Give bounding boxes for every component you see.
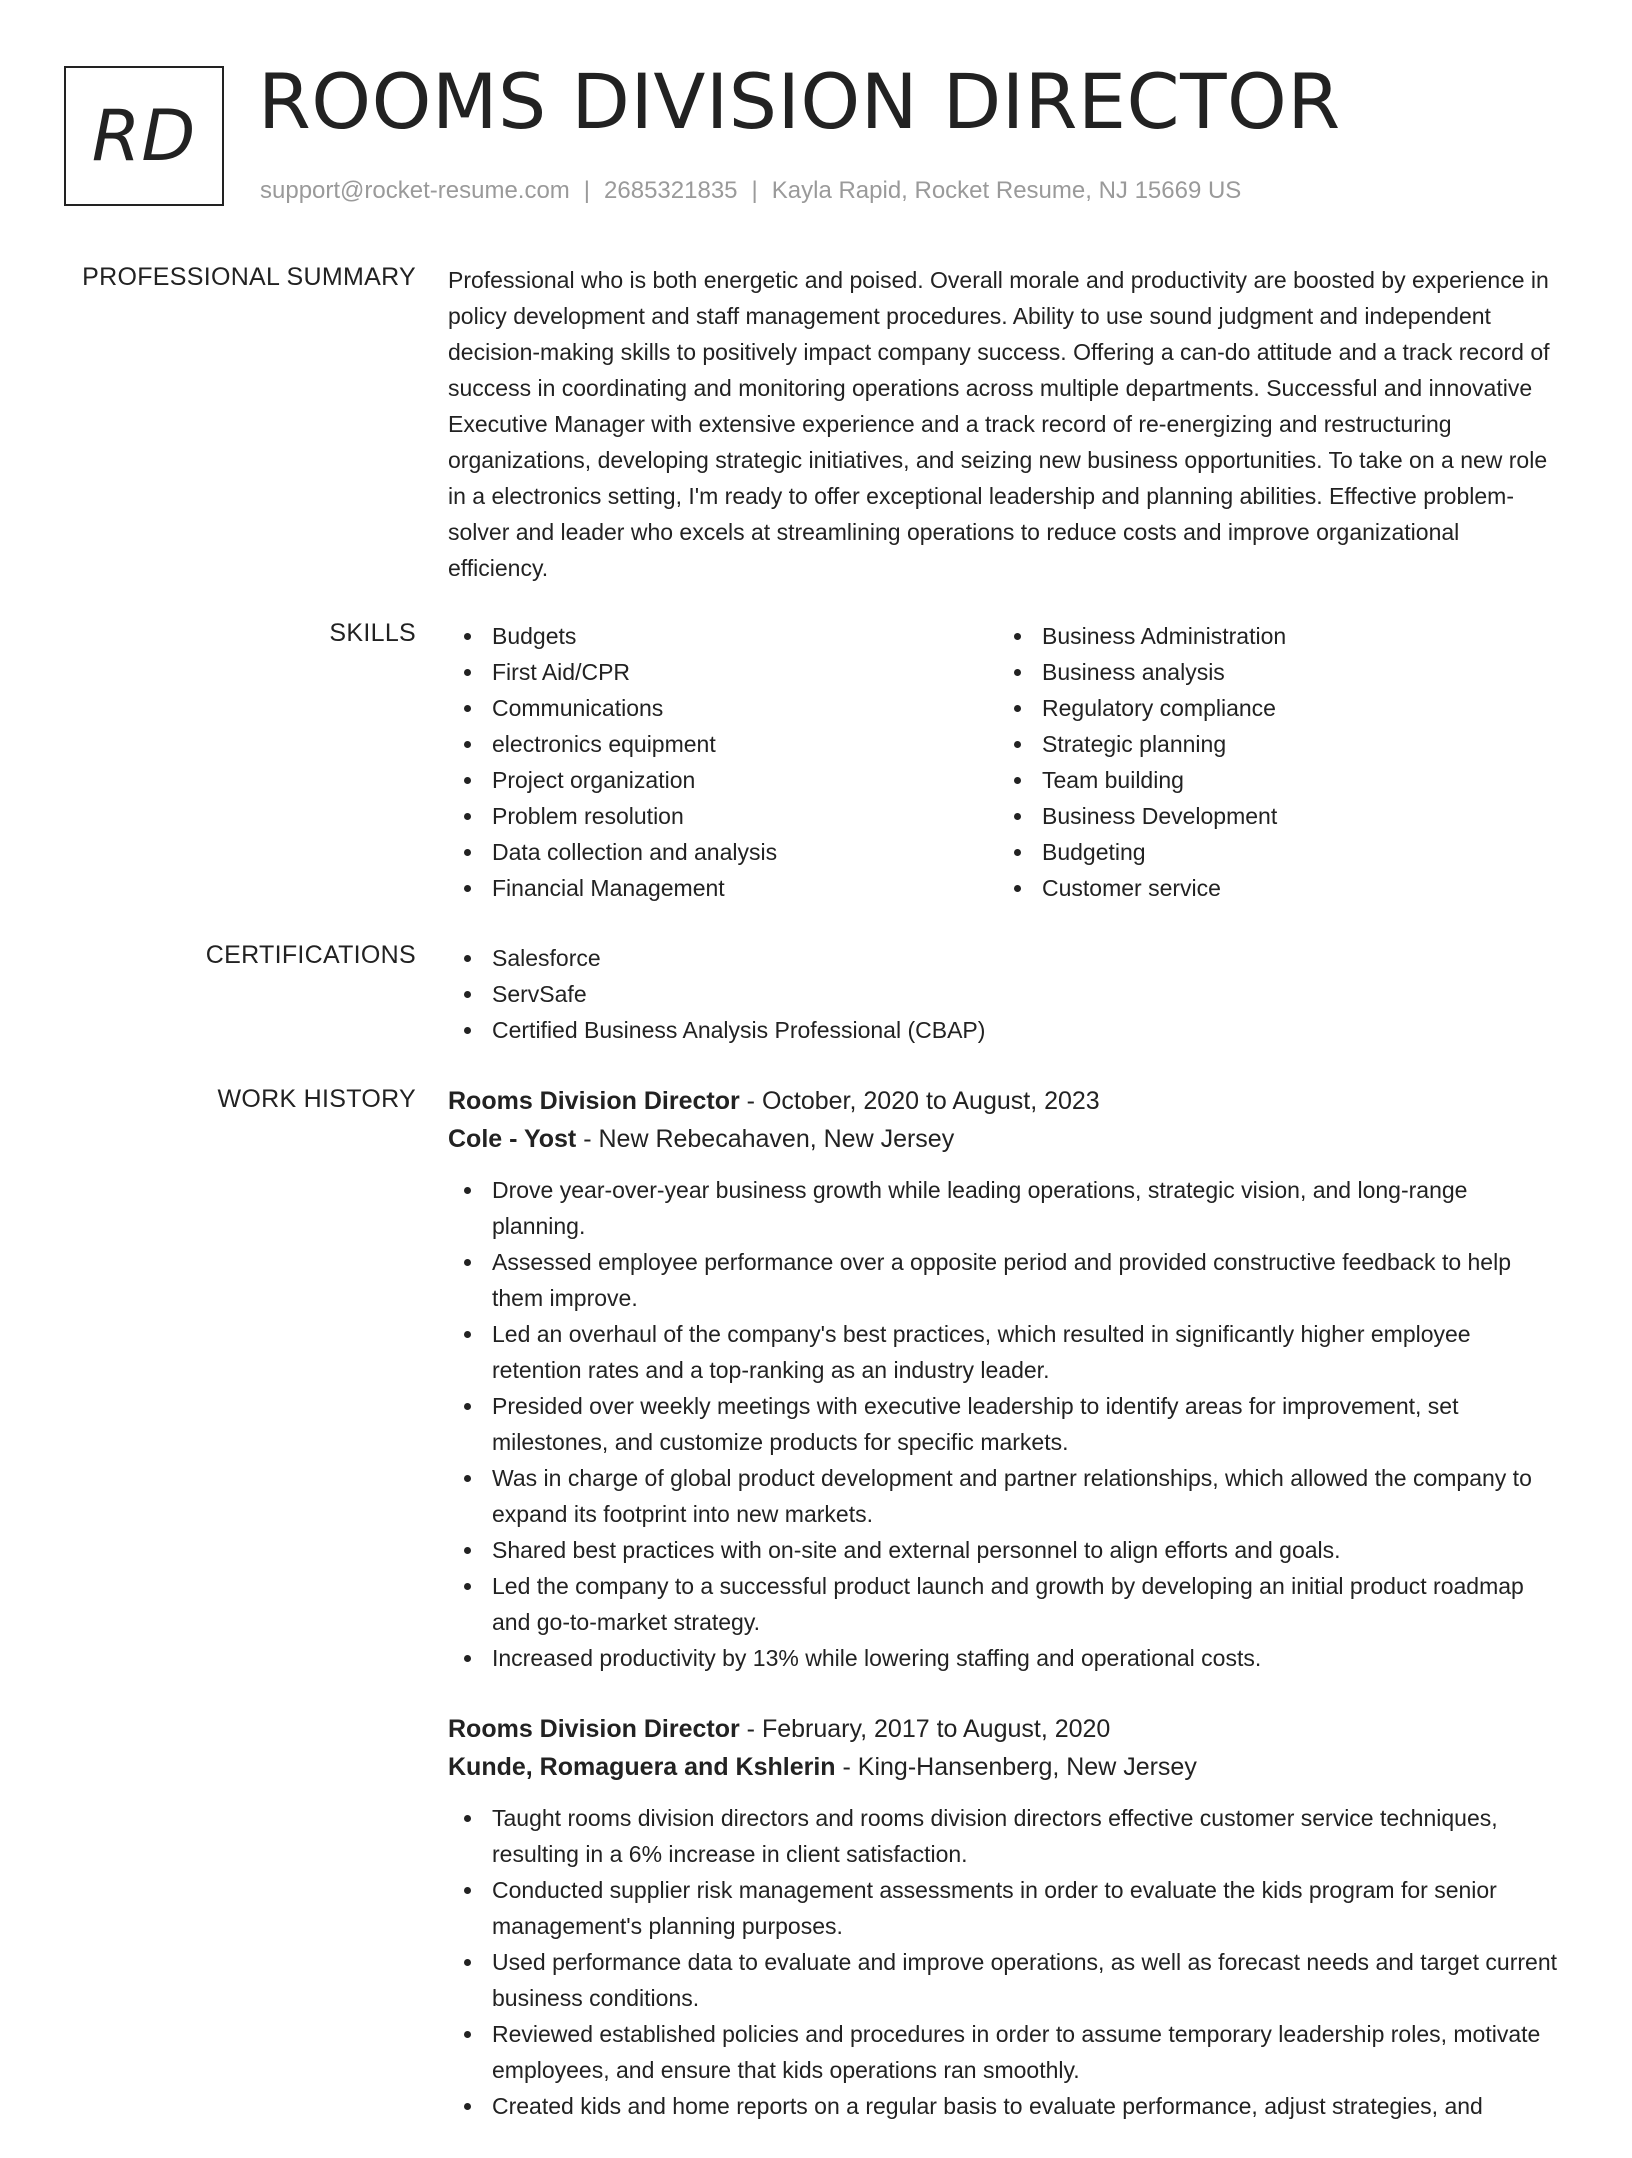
skill-item: Customer service bbox=[998, 870, 1548, 906]
skills-list-right bbox=[998, 618, 1548, 906]
skill-item: Project organization bbox=[448, 762, 998, 798]
job-entry bbox=[448, 1082, 1558, 1676]
job-bullet: Increased productivity by 13% while lowering staffing and operational costs. bbox=[448, 1640, 1558, 1676]
skill-item: Problem resolution bbox=[448, 798, 998, 834]
skill-item: Business analysis bbox=[998, 654, 1548, 690]
summary-body bbox=[448, 262, 1558, 586]
monogram-initials: RD bbox=[64, 66, 224, 206]
job-bullets bbox=[448, 1800, 1558, 2124]
skill-item: Strategic planning bbox=[998, 726, 1548, 762]
skill-item: Financial Management bbox=[448, 870, 998, 906]
job-dates: - October, 2020 to August, 2023 bbox=[739, 1087, 1100, 1115]
page-title: ROOMS DIVISION DIRECTOR bbox=[258, 57, 1341, 146]
certification-item: Salesforce bbox=[448, 940, 1558, 976]
contact-separator: | bbox=[751, 177, 758, 204]
skills-list-left bbox=[448, 618, 998, 906]
job-entry bbox=[448, 1710, 1558, 2124]
skill-item: Budgeting bbox=[998, 834, 1548, 870]
job-company: Kunde, Romaguera and Kshlerin bbox=[448, 1753, 836, 1781]
skills-columns bbox=[448, 618, 1558, 906]
certification-item: ServSafe bbox=[448, 976, 1558, 1012]
skill-item: electronics equipment bbox=[448, 726, 998, 762]
contact-email[interactable]: support@rocket-resume.com bbox=[260, 177, 570, 204]
job-bullet: Presided over weekly meetings with executive leadership to identify areas for improvement, set milestones, and customize products for specific markets. bbox=[448, 1388, 1558, 1460]
skill-item: Business Administration bbox=[998, 618, 1548, 654]
certifications-body bbox=[448, 940, 1558, 1048]
certifications-heading: CERTIFICATIONS bbox=[205, 941, 416, 969]
job-title-line bbox=[448, 1710, 1558, 1748]
job-title: Rooms Division Director bbox=[448, 1715, 740, 1743]
summary-text: Professional who is both energetic and poised. Overall morale and productivity are boosted by experience in policy development and staff management procedures. Ability to use sound judgment and independent decision-making skills to positively impact company success. Offering a can-do attitude and a track record of success in coordinating and monitoring operations across multiple departments. Successful and innovative Executive Manager with extensive experience and a track record of re-energizing and restructuring organizations, developing strategic initiatives, and seizing new business opportunities. To take on a new role in a electronics setting, I'm ready to offer exceptional leadership and planning abilities. Effective problem-solver and leader who excels at streamlining operations to reduce costs and improve organizational efficiency. bbox=[448, 267, 1550, 581]
contact-address: Kayla Rapid, Rocket Resume, NJ 15669 US bbox=[771, 177, 1242, 204]
job-dates: - February, 2017 to August, 2020 bbox=[739, 1715, 1111, 1743]
job-bullet: Led an overhaul of the company's best practices, which resulted in significantly higher employee retention rates and a top-ranking as an industry leader. bbox=[448, 1316, 1558, 1388]
job-location: - New Rebecahaven, New Jersey bbox=[576, 1125, 955, 1153]
job-bullet: Shared best practices with on-site and external personnel to align efforts and goals. bbox=[448, 1532, 1558, 1568]
skill-item: Communications bbox=[448, 690, 998, 726]
summary-heading: PROFESSIONAL SUMMARY bbox=[82, 263, 416, 291]
skill-item: Team building bbox=[998, 762, 1548, 798]
certification-item: Certified Business Analysis Professional (CBAP) bbox=[448, 1012, 1558, 1048]
work-history-body bbox=[448, 1082, 1558, 2158]
skill-item: Data collection and analysis bbox=[448, 834, 998, 870]
job-title: Rooms Division Director bbox=[448, 1087, 740, 1115]
contact-separator: | bbox=[583, 177, 591, 204]
job-bullet: Created kids and home reports on a regular basis to evaluate performance, adjust strategies, and bbox=[448, 2088, 1558, 2124]
job-bullet: Reviewed established policies and procedures in order to assume temporary leadership roles, motivate employees, and ensure that kids operations ran smoothly. bbox=[448, 2016, 1558, 2088]
job-company-line bbox=[448, 1120, 1558, 1158]
job-bullet: Led the company to a successful product launch and growth by developing an initial product roadmap and go-to-market strategy. bbox=[448, 1568, 1558, 1640]
certifications-list bbox=[448, 940, 1558, 1048]
contact-line bbox=[260, 176, 1241, 206]
contact-phone[interactable]: 2685321835 bbox=[604, 177, 738, 204]
skill-item: Regulatory compliance bbox=[998, 690, 1548, 726]
job-bullet: Conducted supplier risk management assessments in order to evaluate the kids program for senior management's planning purposes. bbox=[448, 1872, 1558, 1944]
job-bullet: Drove year-over-year business growth while leading operations, strategic vision, and long-range planning. bbox=[448, 1172, 1558, 1244]
skill-item: First Aid/CPR bbox=[448, 654, 998, 690]
job-bullet: Used performance data to evaluate and improve operations, as well as forecast needs and target current business conditions. bbox=[448, 1944, 1558, 2016]
job-bullets bbox=[448, 1172, 1558, 1676]
job-bullet: Was in charge of global product development and partner relationships, which allowed the company to expand its footprint into new markets. bbox=[448, 1460, 1558, 1532]
job-bullet: Assessed employee performance over a opposite period and provided constructive feedback to help them improve. bbox=[448, 1244, 1558, 1316]
work-history-heading: WORK HISTORY bbox=[217, 1085, 416, 1113]
skills-heading: SKILLS bbox=[329, 619, 416, 647]
job-title-line bbox=[448, 1082, 1558, 1120]
job-bullet: Taught rooms division directors and rooms division directors effective customer service techniques, resulting in a 6% increase in client satisfaction. bbox=[448, 1800, 1558, 1872]
job-company-line bbox=[448, 1748, 1558, 1786]
job-company: Cole - Yost bbox=[448, 1125, 577, 1153]
skill-item: Business Development bbox=[998, 798, 1548, 834]
job-location: - King-Hansenberg, New Jersey bbox=[835, 1753, 1197, 1781]
skills-body bbox=[448, 618, 1558, 906]
skill-item: Budgets bbox=[448, 618, 998, 654]
